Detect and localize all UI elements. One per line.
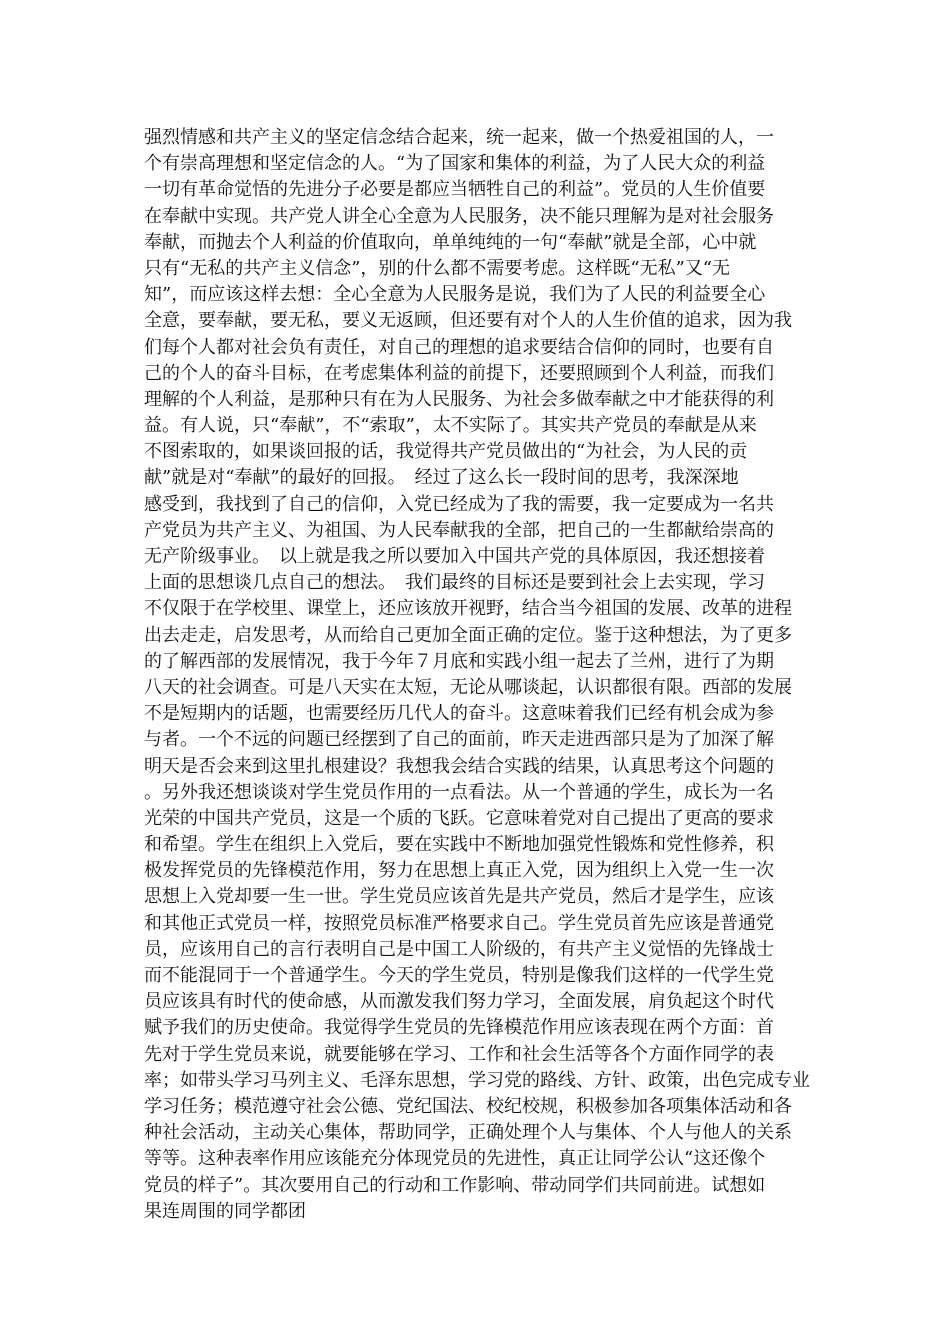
text-line: 员，应该用自己的言行表明自己是中国工人阶级的，有共产主义觉悟的先锋战士 bbox=[144, 938, 774, 960]
text-line: 的了解西部的发展情况，我于今年７月底和实践小组一起去了兰州，进行了为期 bbox=[144, 650, 774, 672]
text-line: 在奉献中实现。共产党人讲全心全意为人民服务，决不能只理解为是对社会服务 bbox=[144, 205, 774, 227]
text-line: 强烈情感和共产主义的坚定信念结合起来，统一起来，做一个热爱祖国的人，一 bbox=[144, 127, 774, 148]
text-line: 而不能混同于一个普通学生。今天的学生党员，特别是像我们这样的一代学生党 bbox=[144, 965, 774, 986]
text-line: 不图索取的，如果谈回报的话，我觉得共产党员做出的“为社会，为人民的贡 bbox=[144, 441, 748, 463]
text-line: 益。有人说，只“奉献”，不“索取”，太不实际了。其实共产党员的奉献是从来 bbox=[144, 415, 757, 437]
text-line: 只有“无私的共产主义信念”，别的什么都不需要考虑。这样既“无私”又“无 bbox=[144, 257, 731, 279]
text-line: 上面的思想谈几点自己的想法。 我们最终的目标还是要到社会上去实现，学习 bbox=[144, 572, 765, 594]
text-line: 个有崇高理想和坚定信念的人。“为了国家和集体的利益，为了人民大众的利益 bbox=[144, 153, 766, 175]
text-line: 党员的样子”。其次要用自己的行动和工作影响、带动同学们共同前进。试想如 bbox=[144, 1174, 766, 1196]
text-line: 种社会活动，主动关心集体，帮助同学，正确处理个人与集体、个人与他人的关系 bbox=[144, 1122, 792, 1144]
text-line: 产党员为共产主义、为祖国、为人民奉献我的全部，把自己的一生都献给崇高的 bbox=[144, 519, 774, 541]
text-line: 一切有革命觉悟的先进分子必要是都应当牺牲自己的利益”。党员的人生价值要 bbox=[144, 179, 766, 201]
text-line: 理解的个人利益，是那种只有在为人民服务、为社会多做奉献之中才能获得的利 bbox=[144, 388, 774, 410]
text-line: 知”，而应该这样去想：全心全意为人民服务是说，我们为了人民的利益要全心 bbox=[144, 284, 766, 306]
text-line: 极发挥党员的先锋模范作用，努力在思想上真正入党，因为组织上入党一生一次 bbox=[144, 860, 774, 882]
text-line: 献”就是对“奉献”的最好的回报。 经过了这么长一段时间的思考，我深深地 bbox=[144, 467, 739, 489]
text-line: 无产阶级事业。 以上就是我之所以要加入中国共产党的具体原因，我还想接着 bbox=[144, 546, 765, 567]
text-line: 思想上入党却要一生一世。学生党员应该首先是共产党员，然后才是学生，应该 bbox=[144, 886, 774, 908]
text-line: 感受到，我找到了自己的信仰，入党已经成为了我的需要，我一定要成为一名共 bbox=[144, 493, 774, 515]
text-line: 明天是否会来到这里扎根建设？我想我会结合实践的结果，认真思考这个问题的 bbox=[144, 755, 774, 777]
text-line: 们每个人都对社会负有责任，对自己的理想的追求要结合信仰的同时，也要有自 bbox=[144, 336, 774, 358]
text-line: 己的个人的奋斗目标，在考虑集体利益的前提下，还要照顾到个人利益，而我们 bbox=[144, 362, 774, 384]
text-line: 八天的社会调查。可是八天实在太短，无论从哪谈起，认识都很有限。西部的发展 bbox=[144, 676, 792, 698]
text-line: 果连周围的同学都团 bbox=[144, 1200, 306, 1222]
text-line: 与者。一个不远的问题已经摆到了自己的面前，昨天走进西部只是为了加深了解 bbox=[144, 729, 774, 751]
text-line: 率；如带头学习马列主义、毛泽东思想，学习党的路线、方针、政策，出色完成专业 bbox=[144, 1069, 810, 1091]
text-line: 出去走走，启发思考，从而给自己更加全面正确的定位。鉴于这种想法，为了更多 bbox=[144, 624, 792, 646]
text-line: 和其他正式党员一样，按照党员标准严格要求自己。学生党员首先应该是普通党 bbox=[144, 912, 774, 934]
text-line: 全意，要奉献，要无私，要义无返顾，但还要有对个人的人生价值的追求，因为我 bbox=[144, 310, 792, 332]
text-line: 员应该具有时代的使命感，从而激发我们努力学习，全面发展，肩负起这个时代 bbox=[144, 991, 774, 1013]
text-line: 学习任务；模范遵守社会公德、党纪国法、校纪校规，积极参加各项集体活动和各 bbox=[144, 1095, 792, 1117]
text-line: 等等。这种表率作用应该能充分体现党员的先进性，真正让同学公认“这还像个 bbox=[144, 1148, 766, 1170]
text-line: 光荣的中国共产党员，这是一个质的飞跃。它意味着党对自己提出了更高的要求 bbox=[144, 807, 774, 829]
text-line: 不仅限于在学校里、课堂上，还应该放开视野，结合当今祖国的发展、改革的进程 bbox=[144, 598, 792, 620]
text-line: 不是短期内的话题，也需要经历几代人的奋斗。这意味着我们已经有机会成为参 bbox=[144, 703, 774, 725]
text-line: 赋予我们的历史使命。我觉得学生党员的先锋模范作用应该表现在两个方面：首 bbox=[144, 1017, 774, 1039]
text-line: 先对于学生党员来说，就要能够在学习、工作和社会生活等各个方面作同学的表 bbox=[144, 1043, 774, 1065]
body-text bbox=[144, 125, 814, 1225]
text-line: 。另外我还想谈谈对学生党员作用的一点看法。从一个普通的学生，成长为一名 bbox=[144, 781, 774, 803]
text-line: 奉献，而抛去个人利益的价值取向，单单纯纯的一句“奉献”就是全部，心中就 bbox=[144, 231, 757, 253]
text-line: 和希望。学生在组织上入党后，要在实践中不断地加强党性锻炼和党性修养，积 bbox=[144, 834, 774, 856]
